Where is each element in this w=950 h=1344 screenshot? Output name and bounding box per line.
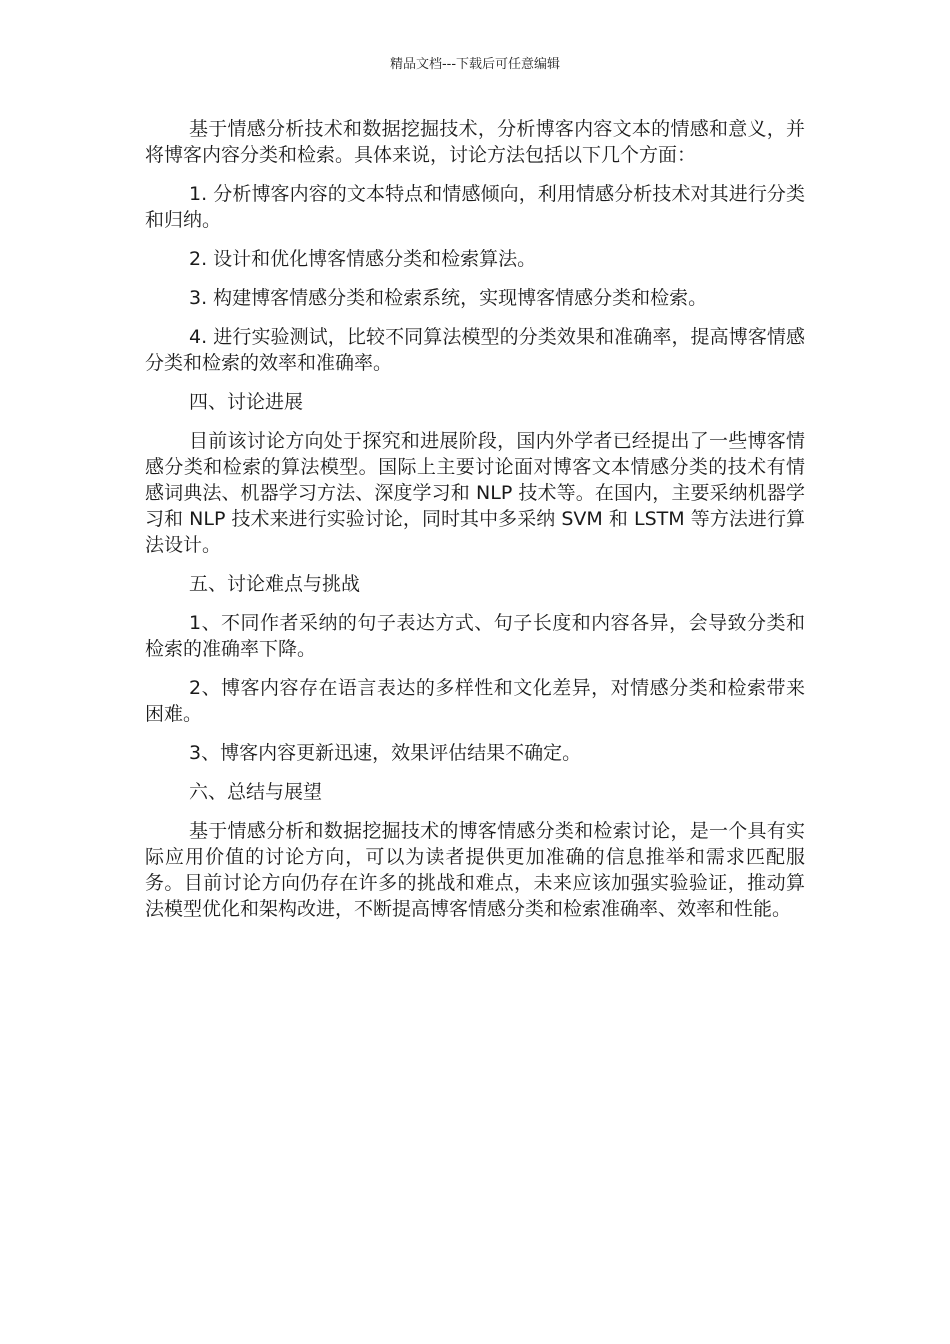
paragraph-challenge-3: 3、博客内容更新迅速，效果评估结果不确定。 [189,742,582,764]
paragraph-method-3: 3. 构建博客情感分类和检索系统，实现博客情感分类和检索。 [189,287,708,309]
paragraph-method-2: 2. 设计和优化博客情感分类和检索算法。 [189,248,537,270]
paragraph-progress: 目前该讨论方向处于探究和进展阶段，国内外学者已经提出了一些博客情感分类和检索的算法模型。国际上主要讨论面对博客文本情感分类的技术有情感词典法、机器学习方法、深度学习和 NLP 技术等。在国内，主要采纳机器学习和 NLP 技术来进行实验讨论，同时其中多采纳 SVM 和 LSTM 等方法进行算法设计。 [145,430,805,556]
section-heading-challenges: 五、讨论难点与挑战 [189,573,361,595]
paragraph-summary: 基于情感分析和数据挖掘技术的博客情感分类和检索讨论，是一个具有实际应用价值的讨论方向，可以为读者提供更加准确的信息推举和需求匹配服务。目前讨论方向仍存在许多的挑战和难点，未来应该加强实验验证，推动算法模型优化和架构改进，不断提高博客情感分类和检索准确率、效率和性能。 [145,820,805,920]
paragraph-method-4: 4. 进行实验测试，比较不同算法模型的分类效果和准确率，提高博客情感分类和检索的效率和准确率。 [145,326,805,374]
section-heading-progress: 四、讨论进展 [189,391,304,413]
paragraph-methods-intro: 基于情感分析技术和数据挖掘技术，分析博客内容文本的情感和意义，并将博客内容分类和检索。具体来说，讨论方法包括以下几个方面： [145,118,805,166]
page-header: 精品文档---下载后可任意编辑 [389,57,561,72]
paragraph-method-1: 1. 分析博客内容的文本特点和情感倾向，利用情感分析技术对其进行分类和归纳。 [145,183,805,231]
paragraph-challenge-1: 1、不同作者采纳的句子表达方式、句子长度和内容各异，会导致分类和检索的准确率下降。 [145,612,805,660]
document-body [145,116,805,935]
section-heading-summary: 六、总结与展望 [189,781,323,803]
paragraph-challenge-2: 2、博客内容存在语言表达的多样性和文化差异，对情感分类和检索带来困难。 [145,677,805,725]
